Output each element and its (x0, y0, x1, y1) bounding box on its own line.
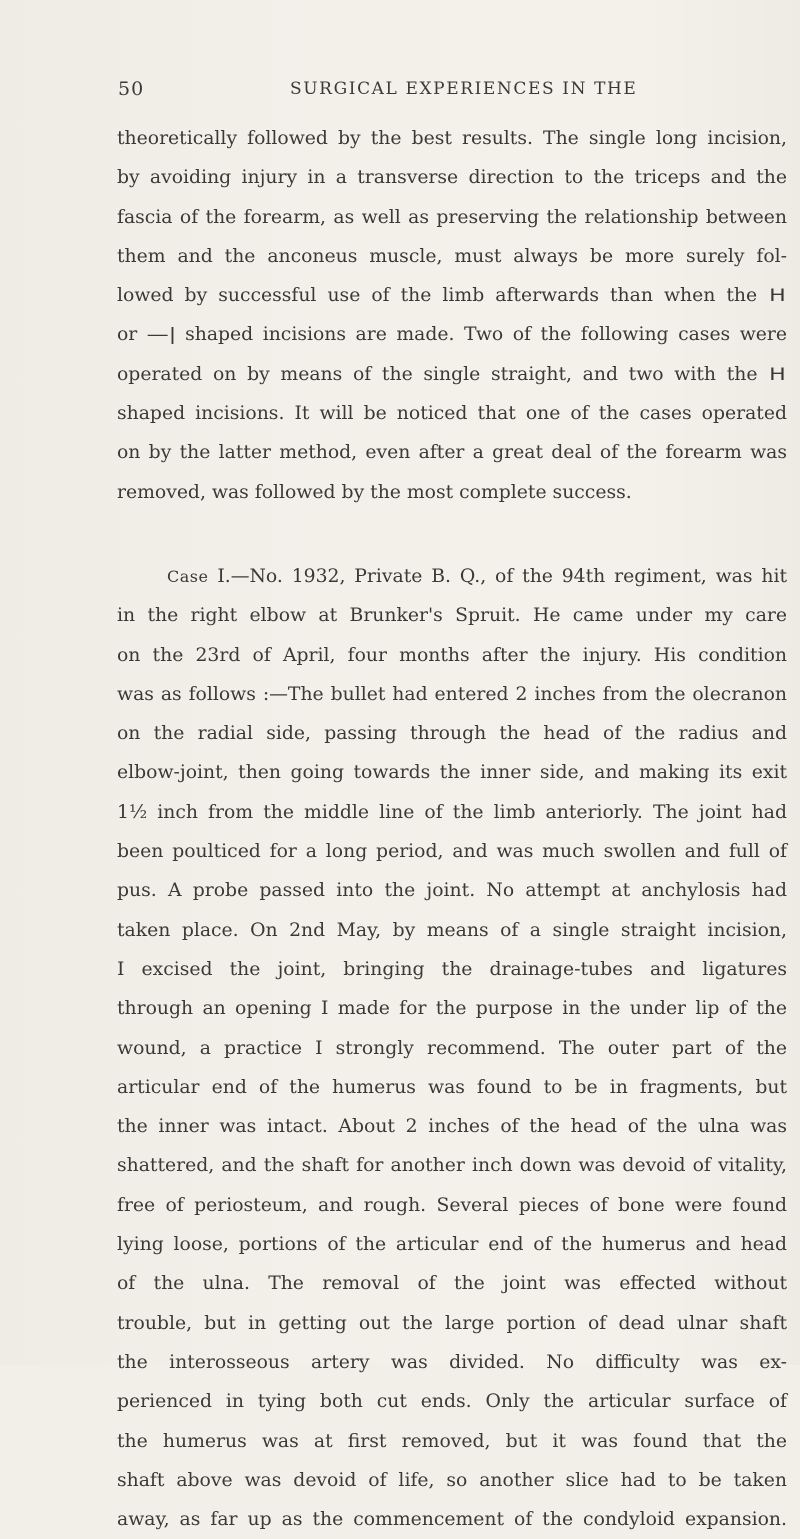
paragraph-gap (117, 512, 787, 557)
text-line: I excised the joint, bringing the drainage-tubes and ligatures (117, 958, 787, 980)
running-title: SURGICAL EXPERIENCES IN THE (290, 79, 638, 99)
text-line: on the radial side, passing through the head of the radius and (117, 723, 787, 745)
text-line (117, 276, 787, 315)
running-head (118, 78, 718, 108)
text-line: on by the latter method, even after a great deal of the forearm was (117, 442, 787, 464)
text-line (117, 355, 787, 394)
page-number: 50 (118, 78, 145, 100)
text-line: lying loose, portions of the articular end of the humerus and head (117, 1234, 787, 1256)
text-line: free of periosteum, and rough. Several pieces of bone were found (117, 1194, 787, 1216)
text-line: fascia of the forearm, as well as preserving the relationship between (117, 206, 787, 228)
text-line: the inner was intact. About 2 inches of the head of the ulna was (117, 1116, 787, 1138)
text-line: shaft above was devoid of life, so another slice had to be taken (117, 1469, 787, 1491)
text-line: articular end of the humerus was found to be in fragments, but (117, 1076, 787, 1098)
text-line: shaped incisions. It will be noticed that one of the cases operated (117, 403, 787, 425)
text-line-segment: I.—No. 1932, Private B. Q., of the 94th regiment, was hit (217, 565, 787, 587)
text-line (117, 557, 787, 596)
text-line: through an opening I made for the purpose in the under lip of the (117, 998, 787, 1020)
text-line: in the right elbow at Brunker's Spruit. He came under my care (117, 605, 787, 627)
text-line: pus. A probe passed into the joint. No attempt at anchylosis had (117, 880, 787, 902)
text-line: shattered, and the shaft for another inch down was devoid of vitality, (117, 1155, 787, 1177)
text-line: perienced in tying both cut ends. Only the articular surface of (117, 1391, 787, 1413)
text-line: wound, a practice I strongly recommend. The outer part of the (117, 1037, 787, 1059)
text-line-segment: operated on by means of the single straight, and two with the (117, 363, 758, 385)
text-line: them and the anconeus muscle, must always be more surely fol- (117, 245, 787, 267)
text-line: of the ulna. The removal of the joint was effected without (117, 1273, 787, 1295)
text-line: away, as far up as the commencement of the condyloid expansion. (117, 1509, 787, 1531)
text-line: theoretically followed by the best results. The single long incision, (117, 128, 787, 149)
text-line: was as follows :—The bullet had entered 2 inches from the olecranon (117, 683, 787, 705)
h-shape-symbol: H (769, 364, 786, 385)
text-line: the humerus was at first removed, but it was found that the (117, 1430, 787, 1452)
text-line: the interosseous artery was divided. No difficulty was ex- (117, 1351, 787, 1373)
paragraph-2 (117, 557, 787, 1539)
paragraph-1 (117, 119, 787, 512)
case-label: Case (167, 566, 209, 586)
text-line (117, 315, 787, 354)
t-shape-symbol: —| (146, 325, 176, 346)
text-line: 1½ inch from the middle line of the limb anteriorly. The joint had (117, 801, 787, 823)
text-line: on the 23rd of April, four months after the injury. His condition (117, 644, 787, 666)
text-line: by avoiding injury in a transverse direction to the triceps and the (117, 167, 787, 189)
text-line: taken place. On 2nd May, by means of a single straight incision, (117, 919, 787, 941)
text-line: elbow-joint, then going towards the inner side, and making its exit (117, 762, 787, 784)
h-shape-symbol: H (769, 286, 786, 307)
text-line: trouble, but in getting out the large portion of dead ulnar shaft (117, 1312, 787, 1334)
text-line-segment: lowed by successful use of the limb afterwards than when the (117, 285, 758, 307)
text-line-segment: or (117, 324, 138, 346)
text-line: removed, was followed by the most complete success. (117, 481, 632, 503)
text-line-segment: shaped incisions are made. Two of the following cases were (185, 324, 787, 346)
text-line: been poulticed for a long period, and was much swollen and full of (117, 841, 787, 863)
text-block (117, 119, 787, 1539)
